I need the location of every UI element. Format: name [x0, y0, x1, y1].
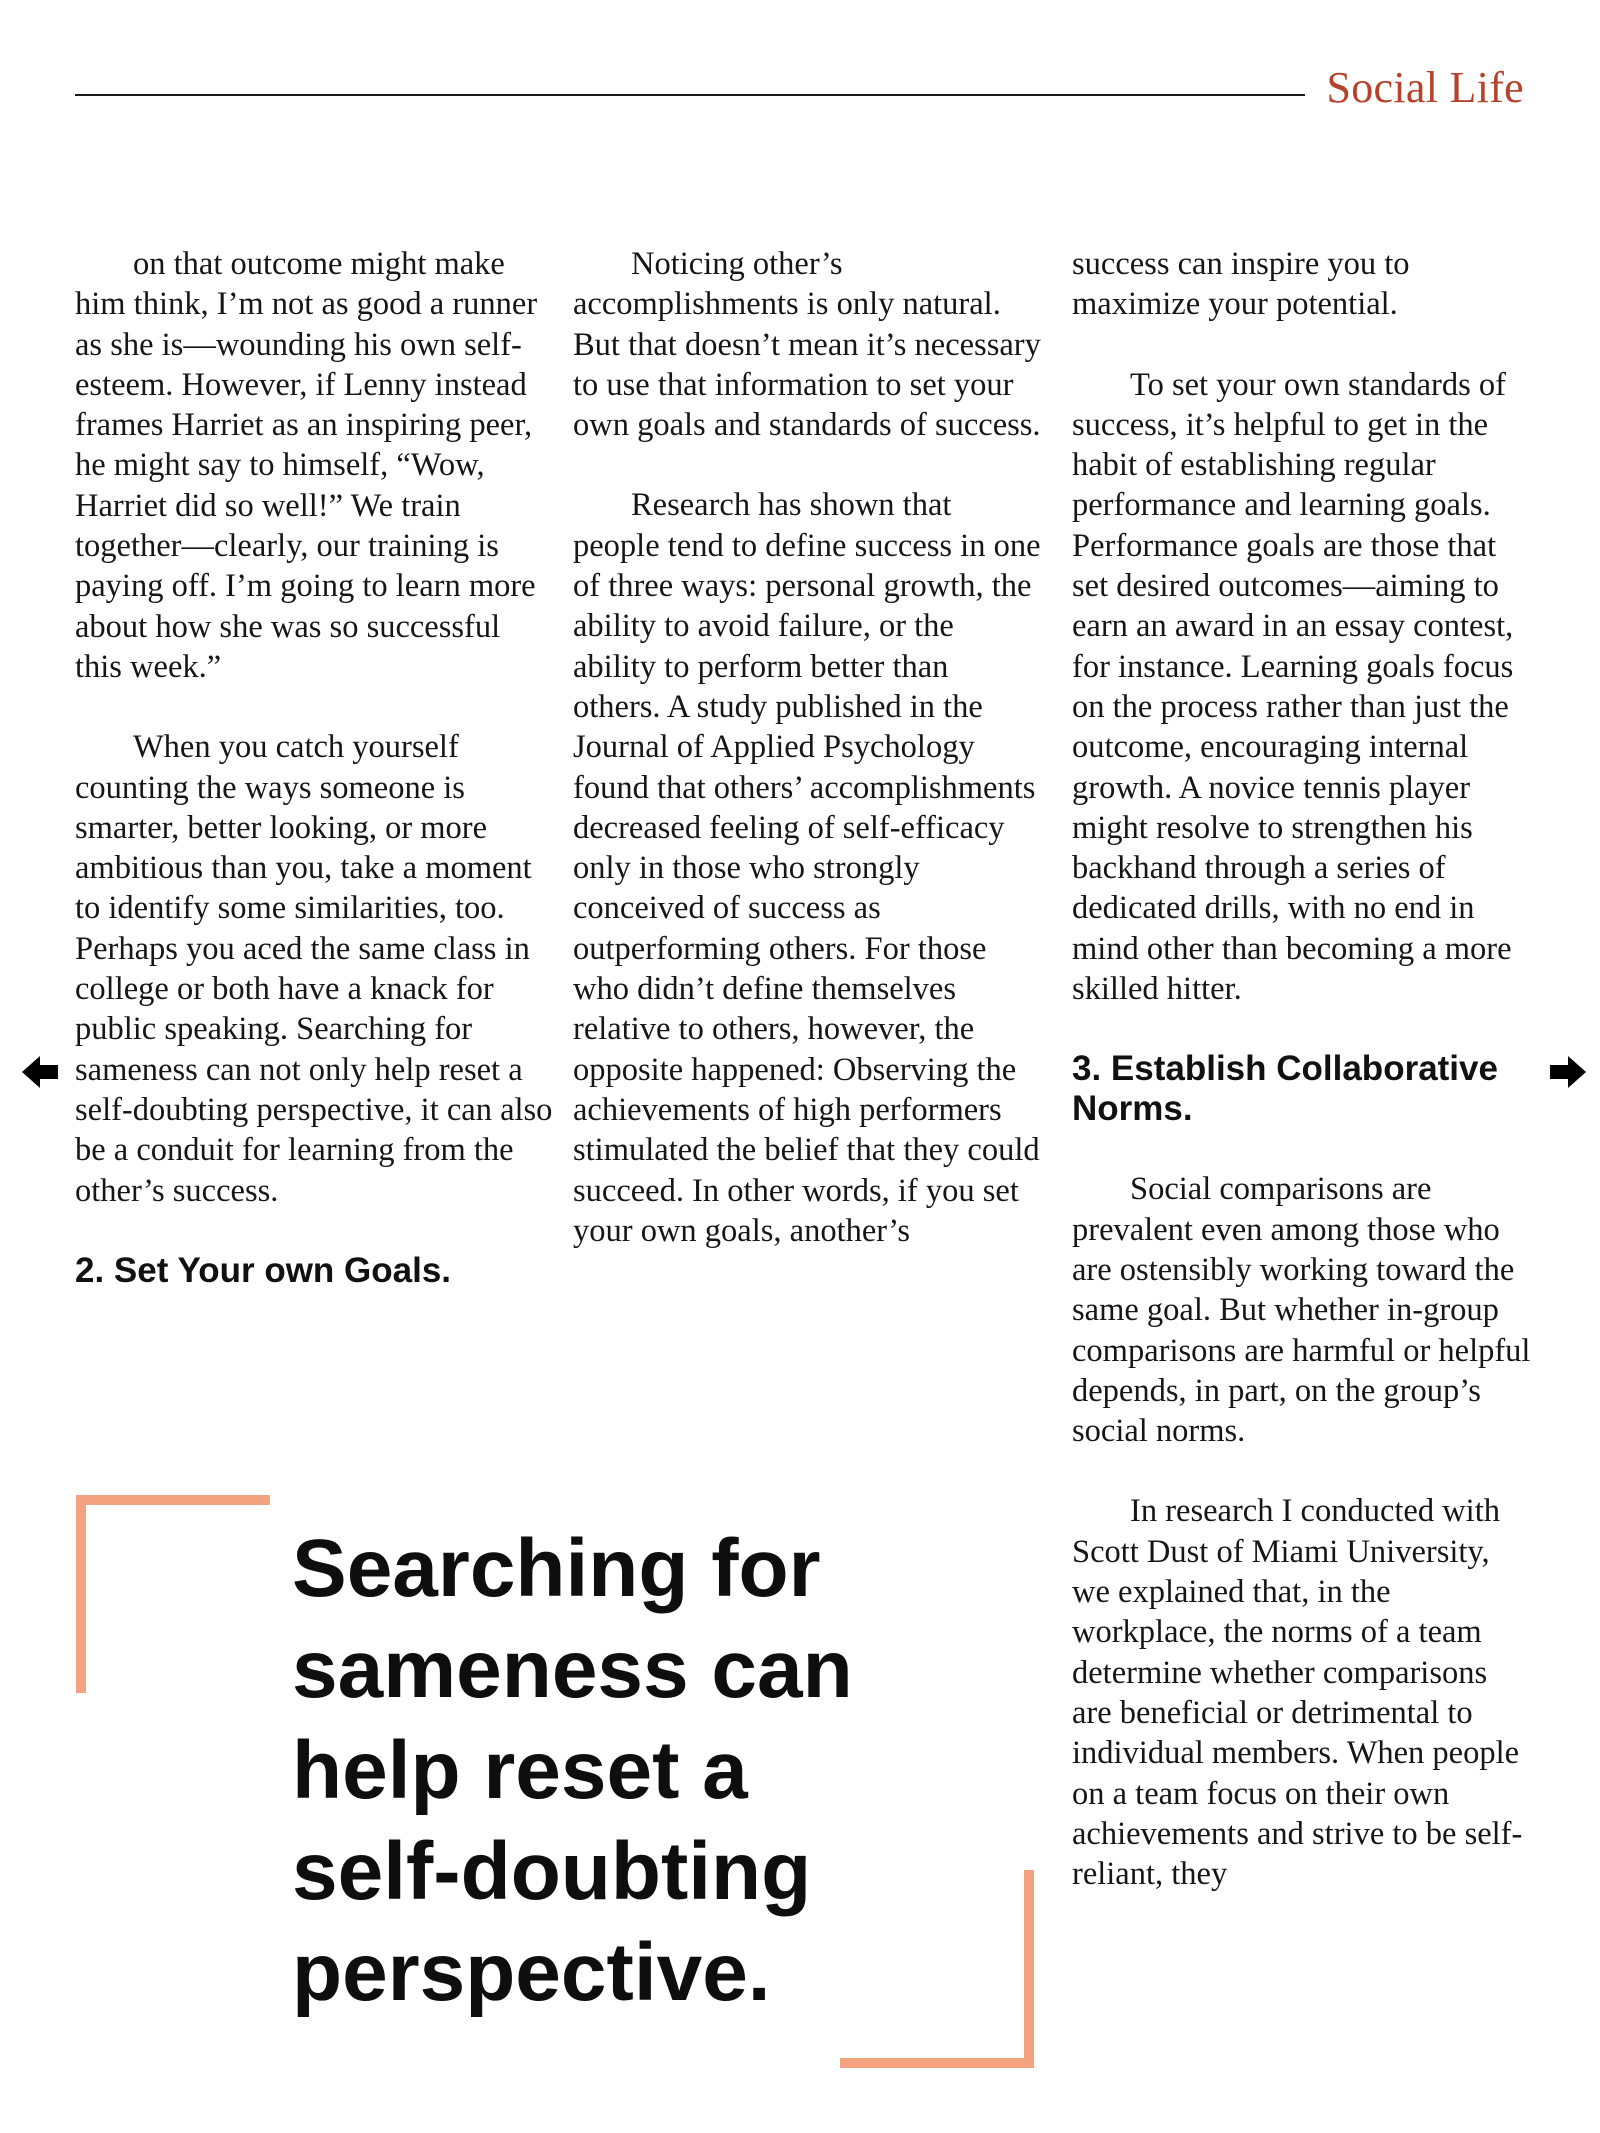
paragraph: When you catch yourself counting the ways someone is smarter, better looking, or more ambitious than you, take a moment to identify some similarities, too. Perhaps you aced the same class in college or both have a knack for public speaking. Searching for sameness can not only help reset a self-doubting perspective, it can also be a conduit for learning from the other’s success. [75, 729, 553, 1209]
left-arrow-icon[interactable] [20, 1052, 60, 1092]
paragraph: on that outcome might make him think, I’m not as good a runner as she is—wounding his own self-esteem. However, if Lenny instead frames Harriet as an inspiring peer, he might say to himself, “Wow, Harriet did so well!” We train together—clearly, our training is paying off. I’m going to learn more about how she was so successful this week.” [75, 246, 538, 685]
section-title: Social Life [1326, 63, 1524, 112]
quote-bracket-bottom-right [840, 2058, 1034, 2068]
article-column-3 [1072, 244, 1532, 1934]
paragraph: In research I conducted with Scott Dust of Miami University, we explained that, in the workplace, the norms of a team determine whether comparisons are beneficial or detrimental to individual members. When people on a team focus on their own achievements and strive to be self-reliant, they [1072, 1493, 1523, 1893]
paragraph: Research has shown that people tend to define success in one of three ways: personal growth, the ability to avoid failure, or the ability to perform better than others. A study published in the Journal of Applied Psychology found that others’ accomplishments decreased feeling of self-efficacy only in those who strongly conceived of success as outperforming others. For those who didn’t define themselves relative to others, however, the opposite happened: Observing the achievements of high performers stimulated the belief that they could succeed. In other words, if you set your own goals, another’s [573, 487, 1041, 1249]
section-heading: 2. Set Your own Goals. [75, 1250, 452, 1290]
quote-bracket-top-left [76, 1495, 270, 1505]
quote-bracket-left [76, 1495, 86, 1693]
quote-bracket-right [1024, 1870, 1034, 2068]
article-column-2 [573, 244, 1043, 1291]
paragraph: Social comparisons are prevalent even among those who are ostensibly working toward the same goal. But whether in-group comparisons are harmful or helpful depends, in part, on the group’s social norms. [1072, 1171, 1531, 1450]
right-arrow-icon[interactable] [1548, 1052, 1588, 1092]
paragraph: Noticing other’s accomplishments is only natural. But that doesn’t mean it’s necessary to use that information to set your own goals and standards of success. [573, 246, 1041, 444]
article-column-1 [75, 244, 555, 1331]
paragraph: success can inspire you to maximize your potential. [1072, 246, 1410, 323]
section-heading: 3. Establish Collaborative Norms. [1072, 1049, 1498, 1129]
pull-quote: Searching for sameness can help reset a self-doubting perspective. [292, 1523, 853, 2018]
header-rule [75, 94, 1305, 96]
paragraph: To set your own standards of success, it’s helpful to get in the habit of establishing regular performance and learning goals. Performance goals are those that set desired outcomes—aiming to earn an award in an essay contest, for instance. Learning goals focus on the process rather than just the outcome, encouraging internal growth. A novice tennis player might resolve to strengthen his backhand through a series of dedicated drills, with no end in mind other than becoming a more skilled hitter. [1072, 366, 1514, 1008]
